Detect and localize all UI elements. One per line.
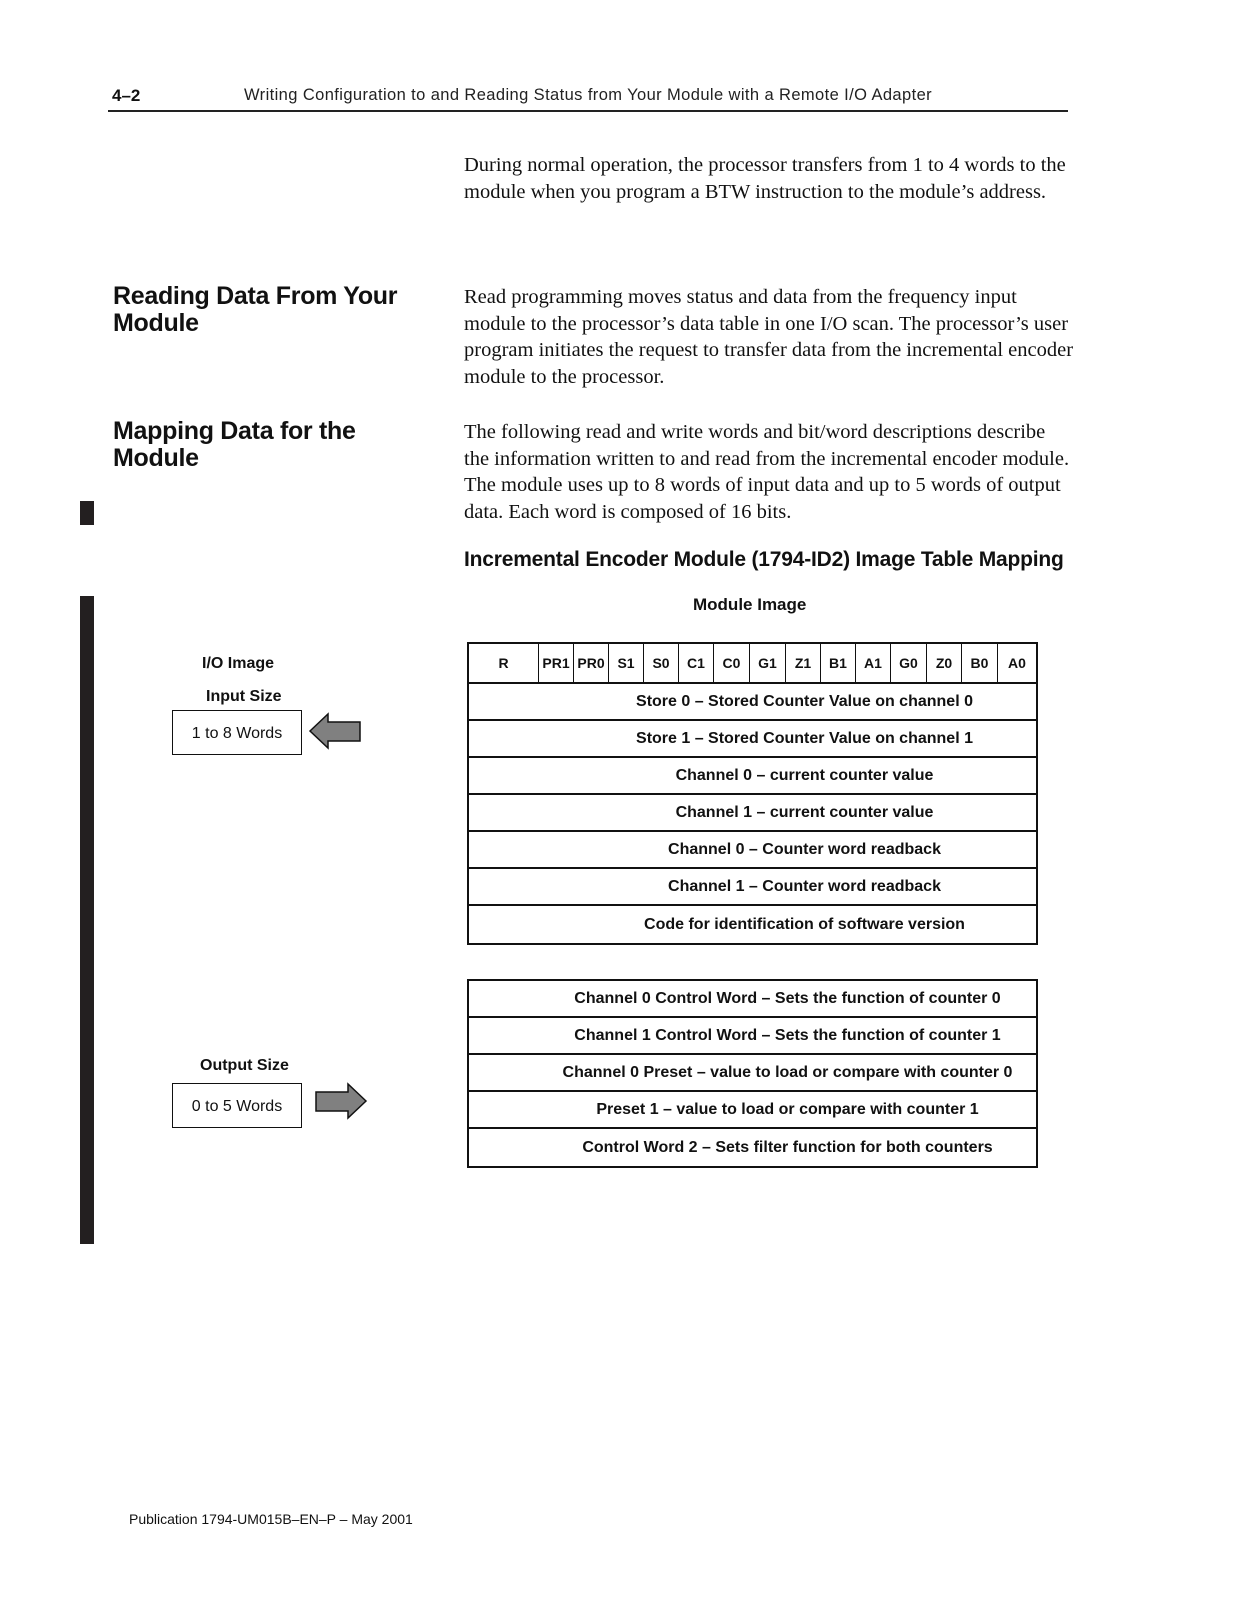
- input-word-row: Channel 0 – Counter word readback: [469, 832, 1036, 869]
- page-number: 4–2: [112, 86, 141, 105]
- output-image-table: [467, 979, 1038, 1168]
- bit-cell: B1: [821, 644, 856, 682]
- change-bar: [80, 596, 94, 1244]
- output-word-row: Channel 0 Control Word – Sets the function of counter 0: [469, 981, 1036, 1018]
- output-word-row: Control Word 2 – Sets filter function for both counters: [582, 1138, 993, 1156]
- bit-cell: S0: [644, 644, 679, 682]
- page-header: [108, 84, 1068, 112]
- bit-cell: S1: [609, 644, 644, 682]
- running-title: Writing Configuration to and Reading Status from Your Module with a Remote I/O Adapter: [244, 86, 933, 104]
- bit-cell: R: [469, 644, 539, 682]
- output-word-row: Channel 0 Preset – value to load or compare with counter 0: [469, 1055, 1036, 1092]
- bit-cell: G1: [750, 644, 786, 682]
- bit-cell: C0: [714, 644, 750, 682]
- input-word-row: Channel 1 – current counter value: [469, 795, 1036, 832]
- bit-cell: C1: [679, 644, 714, 682]
- left-arrow-shape: [310, 714, 360, 748]
- publication-footer: Publication 1794-UM015B–EN–P – May 2001: [129, 1511, 413, 1527]
- input-image-table: [467, 642, 1038, 945]
- bit-cell: G0: [891, 644, 927, 682]
- input-word-row: Channel 1 – Counter word readback: [469, 869, 1036, 906]
- bit-cell: Z0: [927, 644, 962, 682]
- output-word-row: Preset 1 – value to load or compare with counter 1: [469, 1092, 1036, 1129]
- input-word-row: Code for identification of software version: [644, 915, 965, 933]
- status-bit-row: [469, 644, 1036, 684]
- bit-cell: PR0: [574, 644, 609, 682]
- module-image-label: Module Image: [693, 595, 807, 614]
- bit-cell: A1: [856, 644, 891, 682]
- input-word-row: Store 0 – Stored Counter Value on channel 0: [469, 684, 1036, 721]
- input-word-row: Store 1 – Stored Counter Value on channel 1: [469, 721, 1036, 758]
- input-size-label: Input Size: [206, 688, 282, 705]
- section-heading-mapping-data: Mapping Data for the Module: [113, 417, 356, 472]
- intro-paragraph: During normal operation, the processor transfers from 1 to 4 words to the module when you program a BTW instruction to the module’s address.: [464, 154, 1066, 203]
- right-arrow-shape: [316, 1084, 366, 1118]
- output-word-row: Channel 1 Control Word – Sets the function of counter 1: [469, 1018, 1036, 1055]
- bit-cell: B0: [962, 644, 998, 682]
- bit-cell: Z1: [786, 644, 821, 682]
- bit-cell: A0: [1008, 655, 1026, 671]
- change-bar: [80, 501, 94, 525]
- input-size-box: 1 to 8 Words: [172, 710, 302, 755]
- figure-title: Incremental Encoder Module (1794-ID2) Image Table Mapping: [464, 548, 1064, 571]
- right-arrow-icon: [314, 1082, 368, 1120]
- section-heading-reading-data: Reading Data From Your Module: [113, 282, 398, 337]
- bit-cell: PR1: [539, 644, 574, 682]
- io-image-label: I/O Image: [202, 655, 275, 672]
- section-paragraph-mapping-data: The following read and write words and bit/word descriptions describe the information written to and read from the incremental encoder module. The module uses up to 8 words of input data and up to 5 words of output data. Each word is composed of 16 bits.: [464, 421, 1070, 523]
- section-paragraph-reading-data: Read programming moves status and data from the frequency input module to the processor’s data table in one I/O scan. The processor’s user program initiates the request to transfer data from the incremental encoder module to the processor.: [464, 286, 1074, 388]
- left-arrow-icon: [308, 712, 362, 750]
- input-word-row: Channel 0 – current counter value: [469, 758, 1036, 795]
- output-size-box: 0 to 5 Words: [172, 1083, 302, 1128]
- output-size-label: Output Size: [200, 1057, 289, 1074]
